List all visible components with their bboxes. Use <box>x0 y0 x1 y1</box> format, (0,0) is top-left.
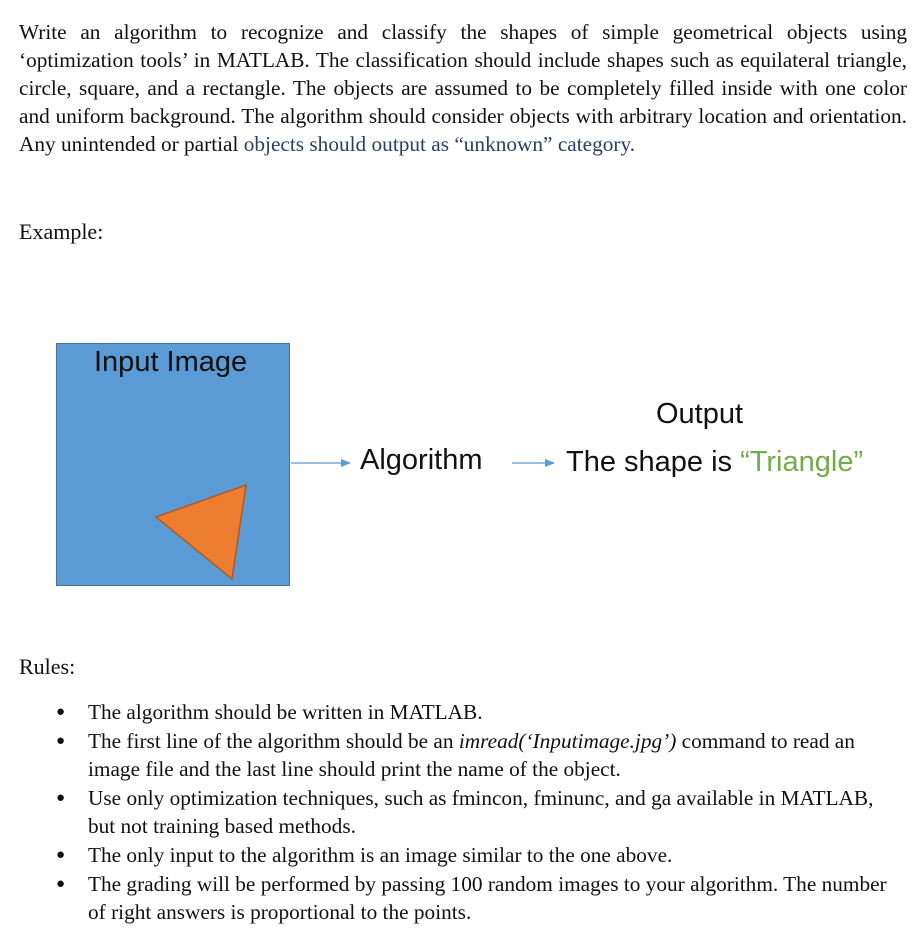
algorithm-label: Algorithm <box>360 444 483 476</box>
rules-heading: Rules: <box>19 654 76 679</box>
rule-text: The algorithm should be written in MATLAB. <box>88 700 483 724</box>
rule-item <box>88 870 898 926</box>
rule-item <box>88 841 898 869</box>
input-image-title: Input Image <box>94 346 248 378</box>
problem-statement-text: Write an algorithm to recognize and classify the shapes of simple geometrical objects using ‘optimization tools’ in MATLAB. The classification should include shapes such as equilateral triangle, circle, square, and a rectangle. The objects are assumed to be completely filled inside with one color and uniform background. The algorithm should consider objects with arbitrary location and orientation. Any unintended or partial <box>19 20 907 156</box>
rule-item <box>88 698 898 726</box>
rule-text: The grading will be performed by passing 100 random images to your algorithm. The number of right answers is proportional to the points. <box>88 872 887 924</box>
rule-text: command to read an image file and the last line should print the name of the object. <box>88 729 855 781</box>
rule-item <box>88 727 898 783</box>
output-result <box>566 446 863 479</box>
rule-code: imread(‘Inputimage.jpg’) <box>458 729 677 753</box>
example-heading: Example: <box>19 219 104 244</box>
output-result-prefix: The shape is <box>566 446 741 478</box>
rules-list <box>88 698 898 927</box>
orange-triangle <box>156 485 246 579</box>
rule-text: The first line of the algorithm should be an <box>88 729 459 753</box>
rule-text: Use only optimization techniques, such as fmincon, fminunc, and ga available in MATLAB, but not training based methods. <box>88 786 874 838</box>
rule-text: The only input to the algorithm is an image similar to the one above. <box>88 843 673 867</box>
output-label: Output <box>656 398 744 430</box>
output-result-value: “Triangle” <box>740 446 864 478</box>
problem-statement-tail: objects should output as “unknown” category. <box>238 132 636 156</box>
rule-item <box>88 784 898 840</box>
